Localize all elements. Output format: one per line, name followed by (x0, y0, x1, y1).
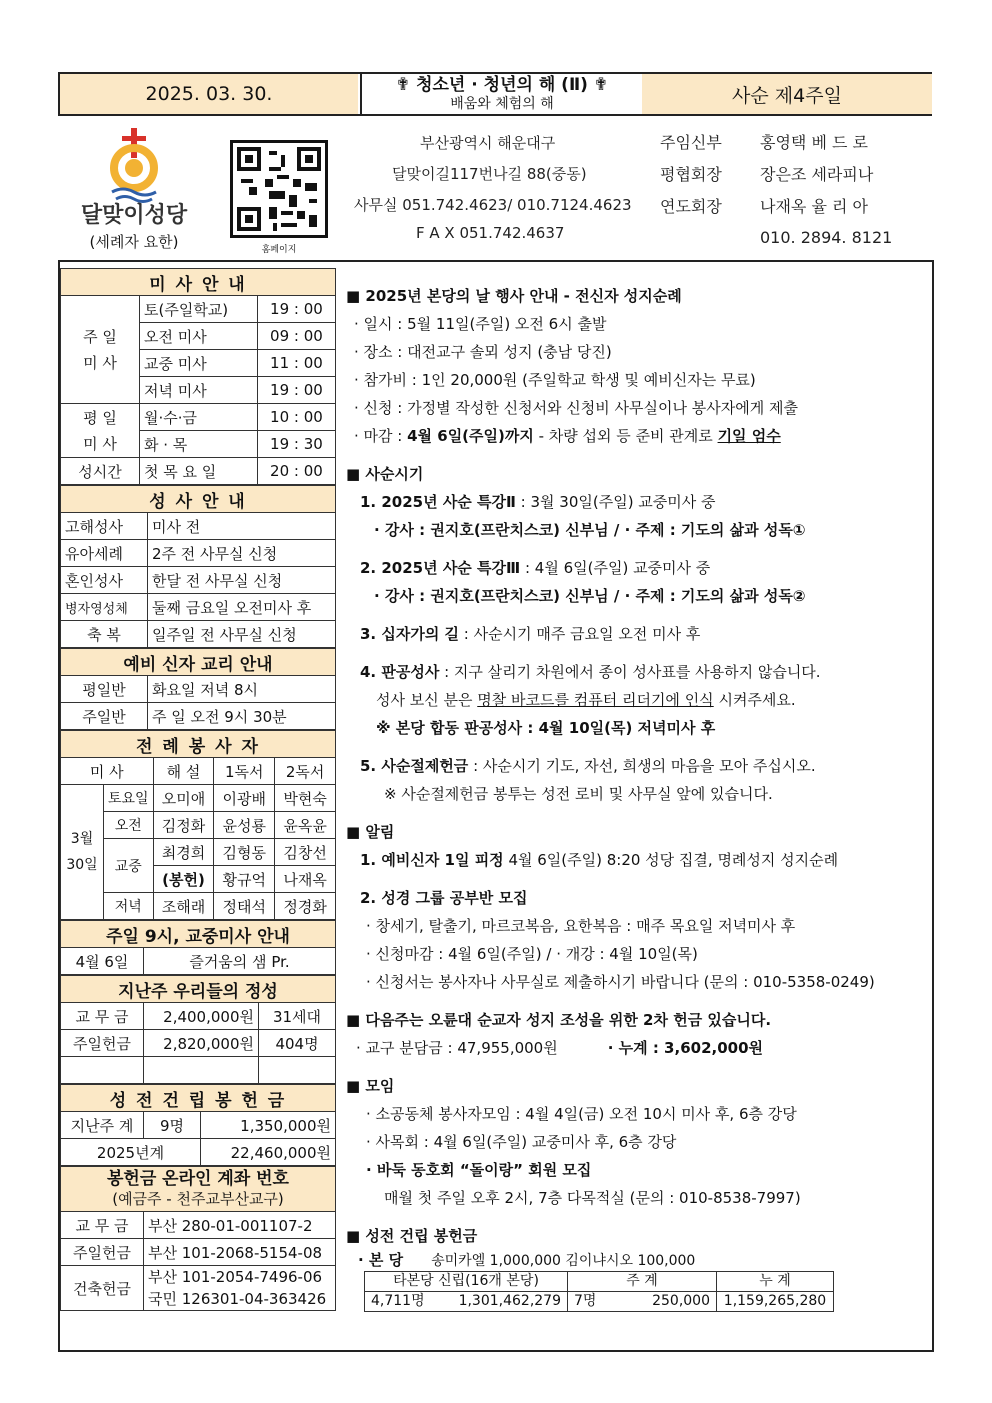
qr-icon (233, 143, 325, 235)
list-item (346, 658, 926, 686)
mass-name: 화 · 목 (140, 431, 258, 458)
mass-time: 19 : 30 (257, 431, 335, 458)
commentator: 김정화 (153, 812, 214, 839)
item-title: 3. 십자가의 길 (360, 625, 460, 643)
parish-logo (78, 126, 190, 256)
list-item: · 장소 : 대전교구 솔뫼 성지 (충남 당진) (354, 343, 612, 361)
reader-2: 나재옥 (275, 866, 336, 893)
account-holder: (예금주 - 천주교부산교구) (112, 1190, 284, 1208)
item-title: 5. 사순절제헌금 (360, 757, 469, 775)
list-item: · 사목회 : 4월 6일(주일) 교중미사 후, 6층 강당 (366, 1133, 677, 1151)
account-title: 봉헌금 온라인 계좌 번호 (107, 1169, 289, 1189)
list-item: · 신청 : 가정별 작성한 신청서와 신청비 사무실이나 봉사자에게 제출 (354, 399, 798, 417)
column-header: 미 사 (61, 758, 154, 785)
strict-note: 기일 엄수 (717, 427, 781, 445)
text: · 마감 : (354, 427, 408, 445)
fax: F A X 051.742.4637 (416, 224, 565, 242)
mass-name: 오전 미사 (140, 323, 258, 350)
reader-2: 김창선 (275, 839, 336, 866)
item-title: 1. 2025년 사순 특강Ⅱ (360, 493, 516, 511)
building-label: 2025년계 (61, 1139, 201, 1166)
building-fund-summary (364, 1271, 834, 1312)
mass-name: 월·수·금 (140, 404, 258, 431)
mass-label: 교중 (104, 839, 154, 893)
mass-name: 토(주일학교) (140, 296, 258, 323)
role-title: 평협회장 (660, 165, 722, 184)
list-item (346, 422, 926, 450)
offering-amount: 2,820,000원 (144, 1030, 259, 1057)
parish-info (340, 130, 930, 255)
item-text: 4월 6일(주일) 8:20 성당 집결, 명례성지 성지순례 (503, 851, 839, 869)
list-item (346, 620, 926, 648)
column-header: 2독서 (275, 758, 336, 785)
list-item: · 창세기, 탈출기, 마르코복음, 요한복음 : 매주 목요일 저녁미사 후 (366, 917, 796, 935)
section-title (61, 1167, 336, 1212)
reader-2: 윤옥윤 (275, 812, 336, 839)
mass-time: 10 : 00 (257, 404, 335, 431)
theme-title: ✟ 청소년 · 청년의 해 (Ⅱ) ✟ (395, 75, 609, 95)
section-title: 예비 신자 교리 안내 (61, 649, 336, 676)
offertory: (봉헌) (153, 866, 214, 893)
list-item: · 신청서는 봉사자나 사무실로 제출하시기 바랍니다 (문의 : 010-5358-0249) (366, 973, 875, 991)
item-text: 시켜주세요. (713, 691, 796, 709)
reader-1: 정태석 (214, 893, 275, 920)
reader-1: 황규억 (214, 866, 275, 893)
account-number (144, 1266, 336, 1311)
list-item (346, 1034, 926, 1062)
item-title: · 본 당 (358, 1251, 404, 1269)
text: - 차량 섭외 등 준비 관계로 (533, 427, 718, 445)
mass-name: 저녁 미사 (140, 377, 258, 404)
holy-hour-label: 성시간 (61, 458, 140, 485)
offering-count: 404명 (259, 1030, 336, 1057)
year-theme (360, 74, 644, 114)
list-item: ※ 본당 합동 판공성사 : 4월 10일(목) 저녁미사 후 (376, 719, 716, 737)
item-title: 2. 2025년 사순 특강Ⅲ (360, 559, 521, 577)
empty-cell (144, 1057, 259, 1084)
item-text: 송미카엘 1,000,000 김이냐시오 100,000 (431, 1253, 696, 1269)
list-item (346, 488, 926, 516)
item-text: : 지구 살리기 차원에서 종이 성사표를 사용하지 않습니다. (439, 663, 821, 681)
sacrament-value: 2주 전 사무실 신청 (148, 540, 336, 567)
account-line: 국민 126301-04-363426 (148, 1290, 327, 1308)
section-title: 주일 9시, 교중미사 안내 (61, 921, 336, 948)
reader-1: 김형동 (214, 839, 275, 866)
section-heading: ■ 다음주는 오륜대 순교자 성지 조성을 위한 2차 헌금 있습니다. (346, 1011, 772, 1029)
left-panel (60, 268, 336, 1311)
offering-table (60, 975, 336, 1084)
section-title: 성 전 건 립 봉 헌 금 (61, 1085, 336, 1112)
list-item: · 바둑 동호회 “돌이랑” 회원 모집 (366, 1161, 592, 1179)
list-item: ※ 사순절제헌금 봉투는 성전 로비 및 사무실 앞에 있습니다. (384, 785, 773, 803)
list-item: · 강사 : 권지호(프란치스코) 신부님 / · 주제 : 기도의 삶과 성독① (374, 521, 806, 539)
item-text: : 사순시기 매주 금요일 오전 미사 후 (459, 625, 701, 643)
role-name: 홍영택 베 드 로 (760, 133, 868, 152)
item-text: : 3월 30일(주일) 교중미사 중 (515, 493, 716, 511)
qr-code[interactable] (230, 140, 328, 238)
deadline: 4월 6일(주일)까지 (407, 427, 534, 445)
sacrament-value: 둘째 금요일 오전미사 후 (148, 594, 336, 621)
section-heading: ■ 2025년 본당의 날 행사 안내 - 전신자 성지순례 (346, 287, 682, 305)
mass-label: 토요일 (104, 785, 154, 812)
class-time: 주 일 오전 9시 30분 (148, 703, 336, 730)
list-item (346, 686, 926, 714)
building-count: 9명 (144, 1112, 201, 1139)
sacrament-name: 축 복 (61, 621, 148, 648)
item-text: 성사 보신 분은 (376, 691, 478, 709)
role-title: 연도회장 (660, 197, 722, 216)
account-name: 건축헌금 (61, 1266, 144, 1311)
sunday9-table (60, 920, 336, 975)
weekday-mass-label: 평 일 미 사 (61, 404, 140, 458)
reader-2: 정경화 (275, 893, 336, 920)
mass-time: 11 : 00 (257, 350, 335, 377)
bank-accounts (60, 1166, 336, 1311)
header-bar (58, 72, 932, 116)
holy-hour-name: 첫 목 요 일 (140, 458, 258, 485)
account-name: 주일헌금 (61, 1239, 144, 1266)
sacrament-name: 유아세례 (61, 540, 148, 567)
mass-label: 오전 (104, 812, 154, 839)
empty-cell (61, 1057, 144, 1084)
mass-schedule (60, 268, 336, 485)
reader-2: 박현숙 (275, 785, 336, 812)
mass-label: 저녁 (104, 893, 154, 920)
section-heading: ■ 모임 (346, 1077, 395, 1095)
mass-time: 19 : 00 (257, 377, 335, 404)
offering-count: 31세대 (259, 1003, 336, 1030)
item-text: · 교구 분담금 : 47,955,000원 (356, 1039, 558, 1057)
building-label: 지난주 계 (61, 1112, 144, 1139)
building-fund-table (60, 1084, 336, 1166)
announcements (346, 282, 926, 1312)
offering-name: 주일헌금 (61, 1030, 144, 1057)
qr-label: 홈페이지 (261, 245, 297, 255)
liturgical-week: 사순 제4주일 (642, 74, 932, 114)
sacrament-value: 한달 전 사무실 신청 (148, 567, 336, 594)
item-total: · 누계 : 3,602,000원 (607, 1039, 764, 1057)
item-text: : 사순시기 기도, 자선, 희생의 마음을 모아 주십시오. (468, 757, 816, 775)
liturgy-ministers (60, 730, 336, 920)
list-item: · 강사 : 권지호(프란치스코) 신부님 / · 주제 : 기도의 삶과 성독② (374, 587, 806, 605)
role-title: 주임신부 (660, 133, 722, 152)
account-number: 부산 280-01-001107-2 (144, 1212, 336, 1239)
account-name: 교 무 금 (61, 1212, 144, 1239)
reader-1: 이광배 (214, 785, 275, 812)
column-header: 누 계 (717, 1272, 834, 1292)
sacrament-value: 일주일 전 사무실 신청 (148, 621, 336, 648)
section-title: 전 례 봉 사 자 (61, 731, 336, 758)
sacrament-table (60, 485, 336, 648)
holy-hour-time: 20 : 00 (257, 458, 335, 485)
class-name: 평일반 (61, 676, 148, 703)
theme-subtitle: 배움와 체험의 해 (450, 96, 554, 112)
list-item: · 소공동체 봉사자모임 : 4월 4일(금) 오전 10시 미사 후, 6층 강당 (366, 1105, 797, 1123)
list-item: · 일시 : 5월 11일(주일) 오전 6시 출발 (354, 315, 607, 333)
item-text: : 4월 6일(주일) 교중미사 중 (520, 559, 711, 577)
catechumen-table (60, 648, 336, 730)
sunday-mass-label: 주 일 미 사 (61, 296, 140, 404)
section-heading: ■ 사순시기 (346, 465, 424, 483)
account-line: 부산 101-2054-7496-06 (148, 1268, 323, 1286)
list-item: · 참가비 : 1인 20,000원 (주일학교 학생 및 예비신자는 무료) (354, 371, 756, 389)
date: 2025. 03. 30. (60, 74, 358, 114)
column-header: 해 설 (153, 758, 214, 785)
parish-patron: (세례자 요한) (89, 233, 179, 251)
choir-name: 즐거움의 샘 Pr. (144, 948, 336, 975)
offering-amount: 2,400,000원 (144, 1003, 259, 1030)
building-amount: 22,460,000원 (201, 1139, 336, 1166)
section-title: 미 사 안 내 (61, 269, 336, 296)
section-heading: ■ 알림 (346, 823, 395, 841)
role-name: 나재옥 율 리 아 (760, 197, 868, 216)
list-item: 2. 성경 그룹 공부반 모집 (360, 889, 528, 907)
offering-name: 교 무 금 (61, 1003, 144, 1030)
sacrament-value: 미사 전 (148, 513, 336, 540)
list-item (346, 554, 926, 582)
column-header: 주 계 (568, 1272, 717, 1292)
sacrament-name: 혼인성사 (61, 567, 148, 594)
choir-date: 4월 6일 (61, 948, 144, 975)
section-title: 성 사 안 내 (61, 486, 336, 513)
column-header: 타본당 신립(16개 본당) (365, 1272, 568, 1292)
column-header: 1독서 (214, 758, 275, 785)
empty-cell (259, 1057, 336, 1084)
class-time: 화요일 저녁 8시 (148, 676, 336, 703)
item-title: 4. 판공성사 (360, 663, 440, 681)
list-item (346, 846, 926, 874)
sacrament-name: 병자영성체 (61, 594, 148, 621)
account-number: 부산 101-2068-5154-08 (144, 1239, 336, 1266)
section-title: 지난주 우리들의 정성 (61, 976, 336, 1003)
address-line-2: 달맞이길117번나길 88(중동) (392, 165, 587, 183)
section-heading: ■ 성전 건립 봉헌금 (346, 1227, 478, 1245)
cell: 1,159,265,280 (717, 1292, 834, 1312)
mass-time: 09 : 00 (257, 323, 335, 350)
cell: 1,301,462,279 (447, 1292, 568, 1312)
office-phone: 사무실 051.742.4623/ 010.7124.4623 (354, 196, 632, 214)
address-line-1: 부산광역시 해운대구 (420, 134, 556, 152)
mass-time: 19 : 00 (257, 296, 335, 323)
list-item: 매월 첫 주일 오후 2시, 7층 다목적실 (문의 : 010-8538-7997) (384, 1189, 801, 1207)
liturgy-date: 3월 30일 (61, 785, 104, 920)
reader-1: 윤성룡 (214, 812, 275, 839)
list-item: · 신청마감 : 4월 6일(주일) / · 개강 : 4월 10일(목) (366, 945, 698, 963)
cell: 250,000 (630, 1292, 717, 1312)
cell: 4,711명 (365, 1292, 448, 1312)
mobile-phone: 010. 2894. 8121 (760, 228, 893, 247)
cell: 7명 (568, 1292, 631, 1312)
barcode-note: 명찰 바코드를 컴퓨터 리더기에 인식 (477, 691, 714, 709)
role-name: 장은조 세라피나 (760, 165, 874, 184)
mass-name: 교중 미사 (140, 350, 258, 377)
sacrament-name: 고해성사 (61, 513, 148, 540)
parish-name: 달맞이성당 (80, 203, 188, 228)
building-amount: 1,350,000원 (201, 1112, 336, 1139)
commentator: 최경희 (153, 839, 214, 866)
commentator: 조해래 (153, 893, 214, 920)
class-name: 주일반 (61, 703, 148, 730)
commentator: 오미애 (153, 785, 214, 812)
list-item (346, 1250, 926, 1271)
list-item (346, 752, 926, 780)
item-title: 1. 예비신자 1일 피정 (360, 851, 504, 869)
